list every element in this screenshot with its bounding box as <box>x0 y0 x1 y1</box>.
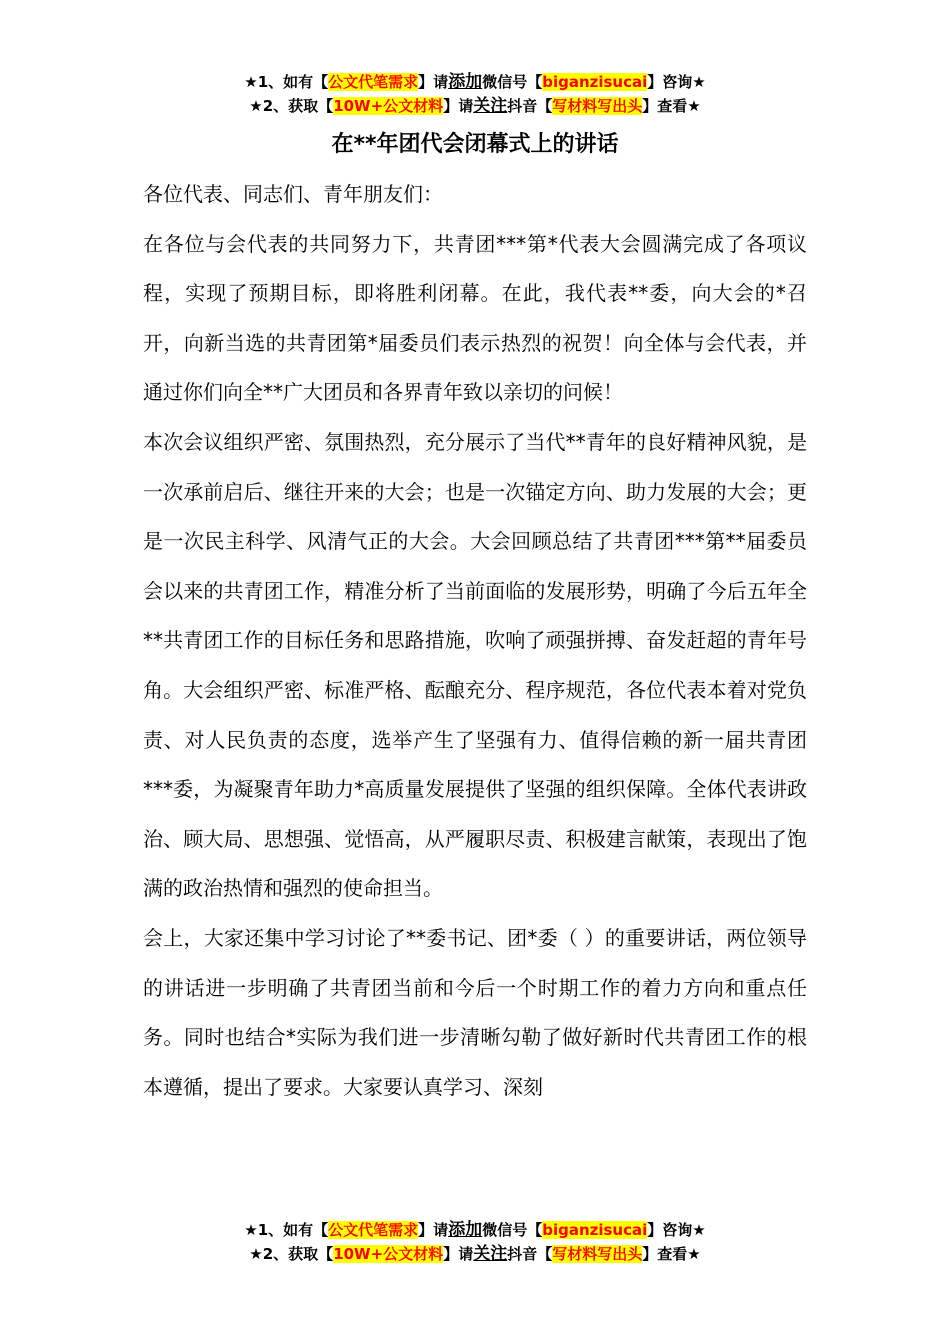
banner-highlight: 公文代笔需求 <box>328 1221 419 1239</box>
banner-douyin-id: 写材料写出头 <box>552 97 643 115</box>
banner-text: 】请 <box>418 73 449 91</box>
banner-text: ★2、获取【 <box>249 97 334 115</box>
banner-text: 】请 <box>443 97 474 115</box>
banner-text: ★1、如有【 <box>244 1221 329 1239</box>
banner-text: 微信号【 <box>482 1221 543 1239</box>
banner-underline: 添加 <box>448 1220 483 1240</box>
footer-banner <box>0 1218 950 1266</box>
banner-highlight: 公文代笔需求 <box>328 73 419 91</box>
banner-text: ★2、获取【 <box>249 1245 334 1263</box>
banner-wechat-id: biganzisucai <box>542 1221 648 1239</box>
header-banner <box>0 70 950 118</box>
banner-text: 】咨询★ <box>647 73 706 91</box>
banner-underline: 添加 <box>448 72 483 92</box>
banner-line-1 <box>0 1218 950 1242</box>
document-body <box>143 170 807 1112</box>
paragraph-salutation: 各位代表、同志们、青年朋友们： <box>143 182 443 206</box>
banner-highlight: 10W+公文材料 <box>333 97 444 115</box>
banner-underline: 关注 <box>473 96 508 116</box>
banner-text: 】咨询★ <box>647 1221 706 1239</box>
banner-text: 】查看★ <box>642 97 701 115</box>
paragraph: 会上，大家还集中学习讨论了**委书记、团*委（ ）的重要讲话，两位领导的讲话进一步明确了共青团当前和今后一个时期工作的着力方向和重点任务。同时也结合*实际为我们进一步清晰勾勒了做好新时代共青团工作的根本遵循，提出了要求。大家要认真学习、深刻 <box>143 925 807 1099</box>
banner-text: 抖音【 <box>507 1245 553 1263</box>
banner-underline: 关注 <box>473 1244 508 1264</box>
banner-line-2 <box>0 94 950 118</box>
banner-text: ★1、如有【 <box>244 73 329 91</box>
banner-text: 】请 <box>443 1245 474 1263</box>
banner-wechat-id: biganzisucai <box>542 73 648 91</box>
paragraph: 本次会议组织严密、氛围热烈，充分展示了当代**青年的良好精神风貌，是一次承前启后、继往开来的大会；也是一次锚定方向、助力发展的大会；更是一次民主科学、风清气正的大会。大会回顾总结了共青团***第**届委员会以来的共青团工作，精准分析了当前面临的发展形势，明确了今后五年全**共青团工作的目标任务和思路措施，吹响了顽强拼搏、奋发赶超的青年号角。大会组织严密、标准严格、酝酿充分、程序规范，各位代表本着对党负责、对人民负责的态度，选举产生了坚强有力、值得信赖的新一届共青团***委，为凝聚青年助力*高质量发展提供了坚强的组织保障。全体代表讲政治、顾大局、思想强、觉悟高，从严履职尽责、积极建言献策，表现出了饱满的政治热情和强烈的使命担当。 <box>143 429 807 901</box>
banner-text: 微信号【 <box>482 73 543 91</box>
banner-text: 】请 <box>418 1221 449 1239</box>
paragraph: 在各位与会代表的共同努力下，共青团***第*代表大会圆满完成了各项议程，实现了预期目标，即将胜利闭幕。在此，我代表**委，向大会的*召开，向新当选的共青团第*届委员们表示热烈的祝贺！向全体与会代表，并通过你们向全**广大团员和各界青年致以亲切的问候！ <box>143 231 807 405</box>
banner-line-2 <box>0 1242 950 1266</box>
banner-highlight: 10W+公文材料 <box>333 1245 444 1263</box>
banner-douyin-id: 写材料写出头 <box>552 1245 643 1263</box>
document-title: 在**年团代会闭幕式上的讲话 <box>331 132 619 157</box>
banner-text: 抖音【 <box>507 97 553 115</box>
banner-text: 】查看★ <box>642 1245 701 1263</box>
banner-line-1 <box>0 70 950 94</box>
